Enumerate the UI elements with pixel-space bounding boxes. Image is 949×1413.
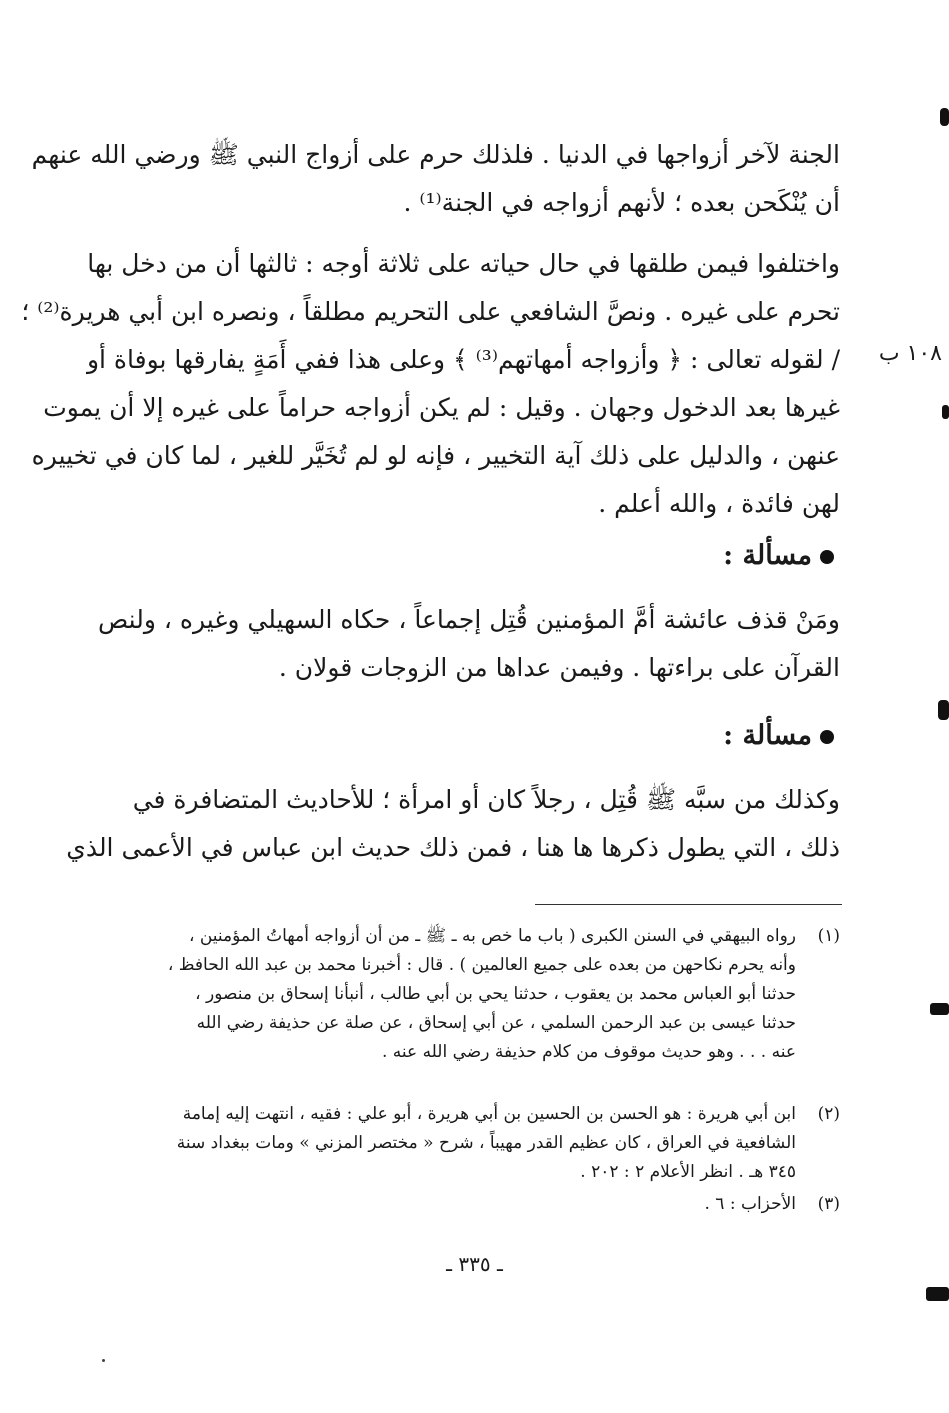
footnote-line: عنه . . . وهو حديث موقوف من كلام حذيفة رضي الله عنه . — [381, 1042, 796, 1062]
text-line: وكذلك من سبَّه ﷺ قُتِل ، رجلاً كان أو امرأة ؛ للأحاديث المتضافرة في — [132, 785, 840, 814]
bullet-icon — [820, 550, 834, 564]
section-heading-1 — [723, 536, 834, 576]
text-line: ومَنْ قذف عائشة أمَّ المؤمنين قُتِل إجماعاً ، حكاه السهيلي وغيره ، ولنص — [98, 605, 840, 634]
section-heading-2 — [723, 716, 834, 756]
text-line: / لقوله تعالى : ﴿ وأزواجه أمهاتهم⁽³⁾ ﴾ وعلى هذا ففي أَمَةٍ يفارقها بوفاة أو — [86, 345, 840, 374]
text-line: أن يُنْكَحن بعده ؛ لأنهم أزواجه في الجنة⁽¹⁾ . — [403, 188, 840, 217]
footnote-number: (٢) — [817, 1104, 840, 1124]
paragraph-3 — [98, 596, 840, 692]
footnote-line: ابن أبي هريرة : هو الحسن بن الحسين بن أبي هريرة ، أبو علي : فقيه ، انتهت إليه إمامة — [182, 1104, 796, 1124]
footnote-line: وأنه يحرم نكاحهن من بعده على جميع العالمين ) . قال : أخبرنا محمد بن عبد الله الحافظ ، — [167, 955, 796, 975]
footnote-line: رواه البيهقي في السنن الكبرى ( باب ما خص به ـ ﷺ ـ من أن أزواجه أمهاتُ المؤمنين ، — [188, 926, 796, 946]
footnote-2 — [120, 1100, 840, 1187]
scan-speck — [102, 1359, 105, 1362]
heading-text: مسألة : — [723, 720, 812, 751]
text-line: لهن فائدة ، والله أعلم . — [598, 489, 840, 518]
text-line: عنهن ، والدليل على ذلك آية التخيير ، فإنه لو لم تُخَيَّر للغير ، لما كان في تخييره — [31, 441, 840, 470]
text-line: واختلفوا فيمن طلقها في حال حياته على ثلاثة أوجه : ثالثها أن من دخل بها — [87, 249, 840, 278]
footnote-separator — [535, 904, 842, 905]
scan-edge-mark — [940, 108, 949, 126]
bullet-icon — [820, 730, 834, 744]
scan-edge-mark — [938, 700, 949, 720]
footnote-number: (١) — [817, 926, 840, 946]
text-line: تحرم على غيره . ونصَّ الشافعي على التحريم مطلقاً ، ونصره ابن أبي هريرة⁽²⁾ ؛ — [21, 297, 840, 326]
footnote-line: ٣٤٥ هـ . انظر الأعلام ٢ : ٢٠٢ . — [580, 1162, 796, 1182]
footnote-number: (٣) — [817, 1194, 840, 1214]
scan-edge-mark — [930, 1003, 949, 1015]
text-line: القرآن على براءتها . وفيمن عداها من الزوجات قولان . — [278, 653, 840, 682]
page-number: ـ ٣٣٥ ـ — [446, 1252, 503, 1276]
scan-edge-mark — [942, 405, 949, 419]
paragraph-4 — [66, 776, 840, 872]
text-line: الجنة لآخر أزواجها في الدنيا . فلذلك حرم على أزواج النبي ﷺ ورضي الله عنهم — [31, 140, 840, 169]
footnote-line: حدثنا أبو العباس محمد بن يعقوب ، حدثنا يحي بن أبي طالب ، أنبأنا إسحاق بن منصور ، — [195, 984, 796, 1004]
footnote-line: الشافعية في العراق ، كان عظيم القدر مهيباً ، شرح « مختصر المزني » ومات ببغداد سنة — [176, 1133, 796, 1153]
footnote-3 — [120, 1190, 840, 1219]
text-line: ذلك ، التي يطول ذكرها ها هنا ، فمن ذلك حديث ابن عباس في الأعمى الذي — [66, 833, 840, 862]
footnote-line: الأحزاب : ٦ . — [704, 1194, 796, 1214]
heading-text: مسألة : — [723, 540, 812, 571]
paragraph-2 — [21, 240, 840, 528]
scan-edge-mark — [926, 1287, 949, 1301]
footnote-1 — [120, 922, 840, 1067]
footnote-line: حدثنا عيسى بن عبد الرحمن السلمي ، عن أبي إسحاق ، عن صلة عن حذيفة رضي الله — [196, 1013, 796, 1033]
paragraph-1 — [31, 131, 840, 227]
text-line: غيرها بعد الدخول وجهان . وقيل : لم يكن أزواجه حراماً على غيره إلا أن يموت — [43, 393, 840, 422]
folio-margin-note: ١٠٨ ب — [878, 341, 942, 366]
